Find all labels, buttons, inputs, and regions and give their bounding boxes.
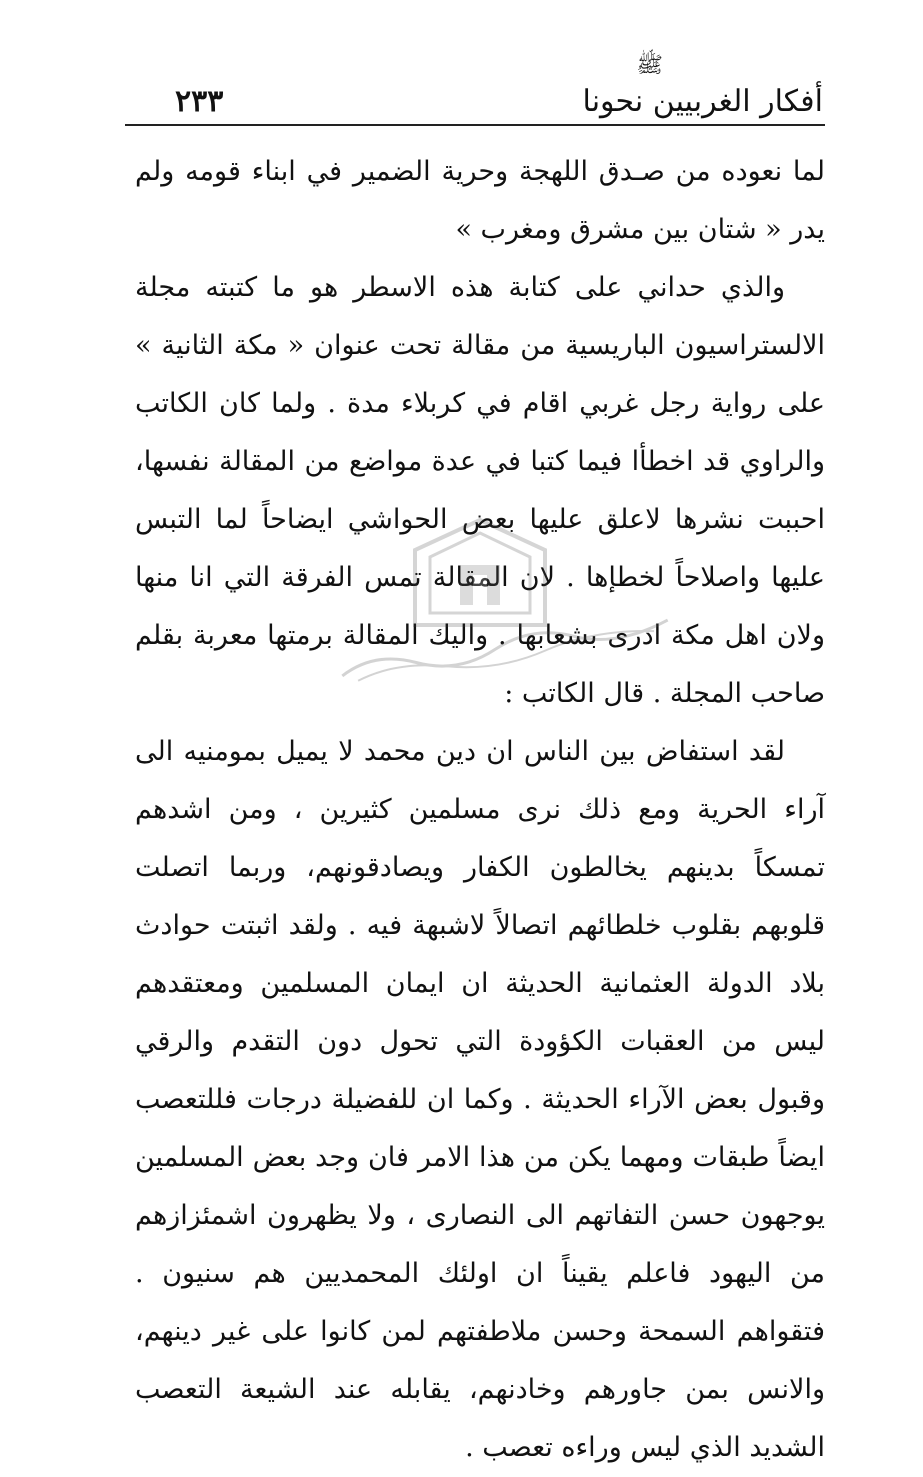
page-number: ٢٣٣ — [175, 84, 224, 119]
header-ornament: ﷺ — [636, 53, 663, 78]
paragraph-2: والذي حداني على كتابة هذه الاسطر هو ما كتبته مجلة الالستراسيون الباريسية من مقالة تحت عنوان « مكة الثانية » على رواية رجل غربي اقام في كربلاء مدة . ولما كان الكاتب والراوي قد اخطأا فيما كتبا في عدة مواضع من المقالة نفسها، احببت نشرها لاعلق عليها بعض الحواشي ايضاحاً لما التبس عليها واصلاحاً لخطإها . لان المقالة تمس الفرقة التي انا منها ولان اهل مكة ادرى بشعابها . واليك المقالة برمتها معربة بقلم صاحب المجلة . قال الكاتب : — [135, 272, 825, 709]
running-header — [135, 48, 823, 126]
paragraph-1: لما نعوده من صـدق اللهجة وحرية الضمير في ابناء قومه ولم يدر « شتان بين مشرق ومغرب » — [135, 156, 825, 245]
body-text — [135, 143, 825, 1477]
running-title: أفكار الغربيين نحونا — [582, 84, 823, 119]
paragraph-3: لقد استفاض بين الناس ان دين محمد لا يميل بمومنيه الى آراء الحرية ومع ذلك نرى مسلمين كثيرين ، ومن اشدهم تمسكاً بدينهم يخالطون الكفار ويصادقونهم، وربما اتصلت قلوبهم بقلوب خلطائهم اتصالاً لاشبهة فيه . ولقد اثبتت حوادث بلاد الدولة العثمانية الحديثة ان ايمان المسلمين ومعتقدهم ليس من العقبات الكؤودة التي تحول دون التقدم والرقي وقبول بعض الآراء الحديثة . وكما ان للفضيلة درجات فللتعصب ايضاً طبقات ومهما يكن من هذا الامر فان وجد بعض المسلمين يوجهون حسن التفاتهم الى النصارى ، ولا يظهرون اشمئزازهم من اليهود فاعلم يقيناً ان اولئك المحمديين هم سنيون . فتقواهم السمحة وحسن ملاطفتهم لمن كانوا على غير دينهم، والانس بمن جاورهم وخادنهم، يقابله عند الشيعة التعصب الشديد الذي ليس وراءه تعصب . — [135, 736, 825, 1463]
header-divider — [125, 124, 825, 126]
